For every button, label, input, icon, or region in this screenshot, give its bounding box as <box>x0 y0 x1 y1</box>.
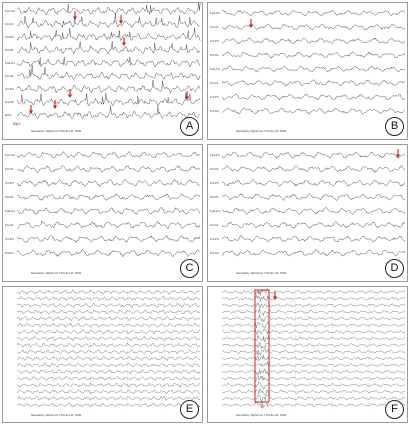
eeg-trace-channel <box>222 152 405 159</box>
eeg-trace-channel <box>17 28 200 41</box>
channel-label: P3-O1 <box>5 47 14 52</box>
eeg-trace-channel <box>17 323 200 327</box>
channel-label: P3-O1 <box>210 194 219 199</box>
eeg-trace-channel <box>222 382 405 389</box>
eeg-trace-channel <box>17 370 200 374</box>
eeg-trace-channel <box>17 106 200 119</box>
channel-label: F3-C3 <box>5 21 14 26</box>
channel-label: P3-O1 <box>210 52 219 57</box>
eeg-trace-channel <box>17 350 200 354</box>
channel-label: C3-P3 <box>5 180 14 185</box>
channel-label: C4-P4 <box>210 94 219 99</box>
eeg-trace-channel <box>17 152 200 159</box>
eeg-trace-channel <box>17 403 200 407</box>
eeg-panel-c <box>2 144 203 282</box>
eeg-panel-a <box>2 2 203 140</box>
eeg-trace-channel <box>222 303 405 308</box>
channel-label: Fp2-F4 <box>210 66 220 71</box>
eeg-traces-a <box>3 3 203 140</box>
channel-label: F4-C4 <box>5 222 14 227</box>
eeg-trace-channel <box>222 108 405 114</box>
eeg-trace-channel <box>222 315 405 322</box>
scale-text-d: Sensitivity 10µV/mm TC0.3s HF 70Hz <box>236 271 287 275</box>
eeg-trace-channel <box>222 342 405 348</box>
eeg-panel-f <box>207 286 408 423</box>
eeg-trace-channel <box>17 194 200 201</box>
scale-text-e: Sensitivity 10µV/mm TC0.3s HF 70Hz <box>31 413 82 417</box>
panel-letter-b: B <box>385 117 404 136</box>
eeg-trace-channel <box>17 356 200 360</box>
eeg-trace-channel <box>222 329 405 335</box>
channel-label: P4-O2 <box>5 250 14 255</box>
eeg-trace-channel <box>17 390 200 394</box>
eeg-trace-channel <box>17 316 200 320</box>
eeg-trace-channel <box>222 369 405 375</box>
eeg-trace-channel <box>17 336 200 341</box>
eeg-trace-channel <box>17 310 200 314</box>
channel-label: P3-O1 <box>5 194 14 199</box>
eeg-traces-b <box>208 3 408 140</box>
eeg-trace-channel <box>222 222 405 228</box>
channel-label: Fp1-F3 <box>5 152 15 157</box>
eeg-trace-channel <box>222 389 405 394</box>
scale-text-a: Sensitivity 10µV/mm TC0.3s HF 70Hz <box>31 129 82 133</box>
channel-label: P4-O2 <box>5 99 14 104</box>
eeg-trace-channel <box>222 80 405 87</box>
eeg-trace-channel <box>222 236 405 243</box>
eeg-trace-channel <box>17 14 200 29</box>
eeg-trace-channel <box>17 303 200 307</box>
channel-label: F3-C3 <box>5 166 14 171</box>
channel-label: F4-C4 <box>5 73 14 78</box>
eeg-trace-channel <box>17 330 200 334</box>
eeg-trace-channel <box>222 355 405 361</box>
eeg-trace-channel <box>17 249 200 256</box>
eeg-traces-c <box>3 145 203 282</box>
eeg-trace-channel <box>17 290 200 294</box>
eeg-trace-channel <box>17 383 200 388</box>
channel-label: F3-C3 <box>210 166 219 171</box>
red-arrow-icon <box>273 291 277 300</box>
channel-label: Fp2-F4 <box>210 208 220 213</box>
channel-label: ECG <box>5 112 12 117</box>
channel-label: Fp2-F4 <box>5 208 15 213</box>
eeg-traces-f <box>208 287 408 423</box>
eeg-trace-channel <box>222 194 405 201</box>
eeg-trace-channel <box>17 221 200 228</box>
eeg-trace-channel <box>222 295 405 301</box>
red-arrow-icon <box>29 105 33 114</box>
red-arrow-icon <box>119 15 123 24</box>
eeg-trace-channel <box>17 166 200 173</box>
eeg-trace-channel <box>222 250 405 257</box>
channel-label: C4-P4 <box>5 236 14 241</box>
channel-label: C3-P3 <box>5 34 14 39</box>
eeg-trace-channel <box>17 3 200 15</box>
eeg-panel-e <box>2 286 203 423</box>
eeg-trace-channel <box>17 208 200 215</box>
eeg-trace-channel <box>222 52 405 58</box>
eeg-trace-channel <box>17 65 200 80</box>
eeg-trace-channel <box>222 289 405 296</box>
eeg-traces-e <box>3 287 203 423</box>
channel-label: P4-O2 <box>210 250 219 255</box>
eeg-traces-d <box>208 145 408 282</box>
red-arrow-icon <box>249 19 253 28</box>
channel-label: P4-O2 <box>210 108 219 113</box>
channel-label: F4-C4 <box>210 222 219 227</box>
eeg-trace-channel <box>17 376 200 380</box>
channel-label: C4-P4 <box>210 236 219 241</box>
scale-text-c: Sensitivity 10µV/mm TC0.3s HF 70Hz <box>31 271 82 275</box>
channel-label: F4-C4 <box>210 80 219 85</box>
eeg-panel-b <box>207 2 408 140</box>
eeg-panel-d <box>207 144 408 282</box>
eeg-trace-channel <box>222 66 405 72</box>
scale-text-b: Sensitivity 10µV/mm TC0.3s HF 70Hz <box>236 129 287 133</box>
eeg-trace-channel <box>17 41 200 54</box>
eeg-trace-channel <box>222 402 405 408</box>
eeg-trace-channel <box>222 362 405 367</box>
eeg-trace-channel <box>222 38 405 44</box>
channel-label: F3-C3 <box>210 24 219 29</box>
eeg-trace-channel <box>222 349 405 356</box>
eeg-trace-channel <box>17 80 200 93</box>
red-arrow-icon <box>73 11 77 20</box>
channel-label: C3-P3 <box>210 180 219 185</box>
eeg-trace-channel <box>17 179 200 186</box>
channel-label: Fp1-F3 <box>5 8 15 13</box>
calibration-label-a: 50µV <box>13 122 21 126</box>
eeg-trace-channel <box>17 235 200 242</box>
eeg-trace-channel <box>222 322 405 329</box>
scale-text-f: Sensitivity 10µV/mm TC0.3s HF 70Hz <box>236 413 287 417</box>
eeg-trace-channel <box>222 336 405 342</box>
eeg-trace-channel <box>17 297 200 301</box>
eeg-trace-channel <box>17 57 200 67</box>
panel-letter-e: E <box>180 400 199 419</box>
panel-letter-f: F <box>385 400 404 419</box>
channel-label: C3-P3 <box>210 38 219 43</box>
red-arrow-icon <box>122 37 126 46</box>
eeg-trace-channel <box>17 93 200 106</box>
eeg-trace-channel <box>17 343 200 348</box>
eeg-trace-channel <box>222 376 405 381</box>
panel-letter-a: A <box>180 117 199 136</box>
eeg-trace-channel <box>222 180 405 187</box>
channel-label: Fp1-F3 <box>210 152 220 157</box>
eeg-trace-channel <box>17 396 200 400</box>
channel-label: Fp1-F3 <box>210 10 220 15</box>
panel-letter-c: C <box>180 259 199 278</box>
red-arrow-icon <box>53 100 57 109</box>
eeg-trace-channel <box>222 166 405 173</box>
eeg-trace-channel <box>222 395 405 402</box>
eeg-trace-channel <box>222 10 405 16</box>
eeg-trace-channel <box>17 363 200 367</box>
panel-letter-d: D <box>385 259 404 278</box>
channel-label: Fp2-F4 <box>5 60 15 65</box>
channel-label: C4-P4 <box>5 86 14 91</box>
eeg-trace-channel <box>222 94 405 100</box>
eeg-trace-channel <box>222 208 405 215</box>
eeg-trace-channel <box>222 309 405 316</box>
